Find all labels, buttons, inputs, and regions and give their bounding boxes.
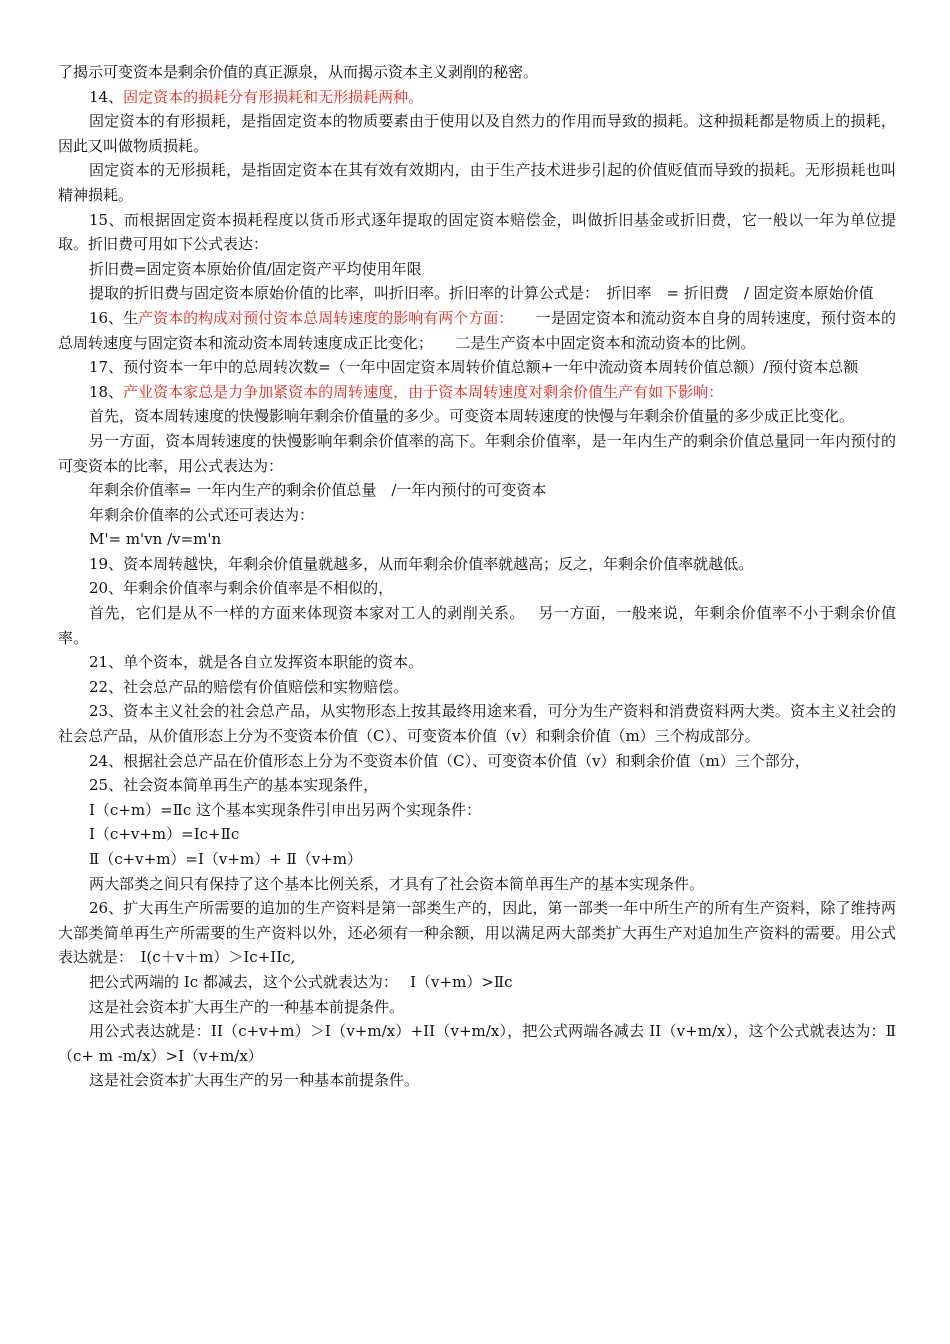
paragraph-19: 19、资本周转越快，年剩余价值量就越多，从而年剩余价值率就越高；反之，年剩余价值率就越低。	[89, 554, 754, 573]
paragraph-18-highlight: 产业资本家总是力争加紧资本的周转速度，由于资本周转速度对剩余价值生产有如下影响：	[123, 382, 724, 401]
paragraph-14-number: 14、	[89, 87, 124, 106]
paragraph-26: 26、扩大再生产所需要的追加的生产资料是第一部类生产的，因此，第一部类一年中所生产的所有生产资料，除了维持两大部类简单再生产所需要的生产资料以外，还必须有一种余额，用以满足两大部类扩大再生产对追加生产资料的需要。用公式表达就是： Ⅰ(c＋v＋m）＞Ic+IIc,	[58, 899, 896, 967]
paragraph-16-number: 16、生	[89, 308, 139, 327]
paragraph-24: 24、根据社会总产品在价值形态上分为不变资本价值（C）、可变资本价值（v）和剩余价值（m）三个部分，	[89, 751, 810, 770]
paragraph-18	[58, 380, 896, 405]
formula-m-prime: M'= m'vn /v=m'n	[89, 530, 222, 549]
paragraph-formula-intro: 年剩余价值率的公式还可表达为：	[89, 505, 315, 524]
paragraph-intangible-wear: 固定资本的无形损耗，是指固定资本在其有效有效期内，由于生产技术进步引起的价值贬值而导致的损耗。无形损耗也叫精神损耗。	[58, 161, 896, 204]
paragraph-15: 15、而根据固定资本损耗程度以货币形式逐年提取的固定资本赔偿金，叫做折旧基金或折旧费，它一般以一年为单位提取。折旧费可用如下公式表达：	[58, 210, 896, 254]
formula-expansion: 用公式表达就是：II（c+v+m）＞I（v+m/x）+II（v+m/x），把公式两端各减去 II（v+m/x），这个公式就表达为：Ⅱ（c+ m -m/x）>Ⅰ（v+m/x）	[58, 1022, 896, 1065]
formula-annual-surplus-rate: 年剩余价值率= 一年内生产的剩余价值总量 /一年内预付的可变资本	[89, 481, 547, 500]
paragraph-second-effect: 另一方面，资本周转速度的快慢影响年剩余价值率的高下。年剩余价值率，是一年内生产的剩余价值总量同一年内预付的可变资本的比率，用公式表达为：	[58, 431, 896, 475]
paragraph-21: 21、单个资本，就是各自立发挥资本职能的资本。	[89, 653, 424, 672]
paragraph-18-number: 18、	[89, 382, 124, 401]
paragraph-premise-1: 这是社会资本扩大再生产的一种基本前提条件。	[89, 997, 405, 1016]
paragraph-17: 17、预付资本一年中的总周转次数=（一年中固定资本周转价值总额+一年中流动资本周转价值总额）/预付资本总额	[89, 358, 859, 377]
formula-subtract-ic: 把公式两端的 Ic 都减去，这个公式就表达为： Ⅰ（v+m）>Ⅱc	[89, 972, 513, 991]
formula-depreciation: 折旧费=固定资本原始价值/固定资产平均使用年限	[89, 259, 422, 278]
paragraph-1: 了揭示可变资本是剩余价值的真正源泉，从而揭示资本主义剥削的秘密。	[58, 63, 539, 81]
paragraph-22: 22、社会总产品的赔偿有价值赔偿和实物赔偿。	[89, 677, 409, 696]
paragraph-16-highlight: 产资本的构成对预付资本总周转速度的影响有两个方面：	[138, 308, 506, 327]
paragraph-depreciation-rate: 提取的折旧费与固定资本原始价值的比率，叫折旧率。折旧率的计算公式是： 折旧率 = 折旧费 / 固定资本原始价值	[89, 284, 874, 303]
document-body	[58, 60, 896, 1093]
paragraph-tangible-wear: 固定资本的有形损耗，是指固定资本的物质要素由于使用以及自然力的作用而导致的损耗。这种损耗都是物质上的损耗，因此又叫做物质损耗。	[58, 112, 896, 155]
paragraph-25: 25、社会资本简单再生产的基本实现条件，	[89, 776, 379, 795]
formula-condition-3: Ⅱ（c+v+m）=Ⅰ（v+m）+ Ⅱ（v+m）	[89, 850, 362, 868]
paragraph-proportion: 两大部类之间只有保持了这个基本比例关系，才具有了社会资本简单再生产的基本实现条件。	[89, 874, 705, 893]
paragraph-20-detail: 首先，它们是从不一样的方面来体现资本家对工人的剥削关系。 另一方面，一般来说，年剩余价值率不小于剩余价值率。	[58, 604, 896, 647]
paragraph-16	[58, 306, 896, 355]
paragraph-16-rest: 一是固定资本和流动资本自身的周转速度，预付资本的总周转速度与固定资本和流动资本周转速度成正比变化； 二是生产资本中固定资本和流动资本的比例。	[58, 308, 896, 352]
paragraph-first-effect: 首先，资本周转速度的快慢影响年剩余价值量的多少。可变资本周转速度的快慢与年剩余价值量的多少成正比变化。	[89, 407, 855, 426]
paragraph-premise-2: 这是社会资本扩大再生产的另一种基本前提条件。	[89, 1071, 420, 1090]
paragraph-20: 20、年剩余价值率与剩余价值率是不相似的，	[89, 579, 394, 598]
paragraph-14-highlight: 固定资本的损耗分有形损耗和无形损耗两种。	[123, 87, 424, 106]
paragraph-23: 23、资本主义社会的社会总产品，从实物形态上按其最终用途来看，可分为生产资料和消费资料两大类。资本主义社会的社会总产品，从价值形态上分为不变资本价值（C）、可变资本价值（v）和剩余价值（m）三个构成部分。	[58, 702, 896, 746]
formula-condition-2: Ⅰ（c+v+m）=Ic+Ⅱc	[89, 825, 240, 844]
formula-condition-1: Ⅰ（c+m）=Ⅱc 这个基本实现条件引申出另两个实现条件：	[89, 800, 482, 819]
paragraph-14	[58, 85, 896, 110]
